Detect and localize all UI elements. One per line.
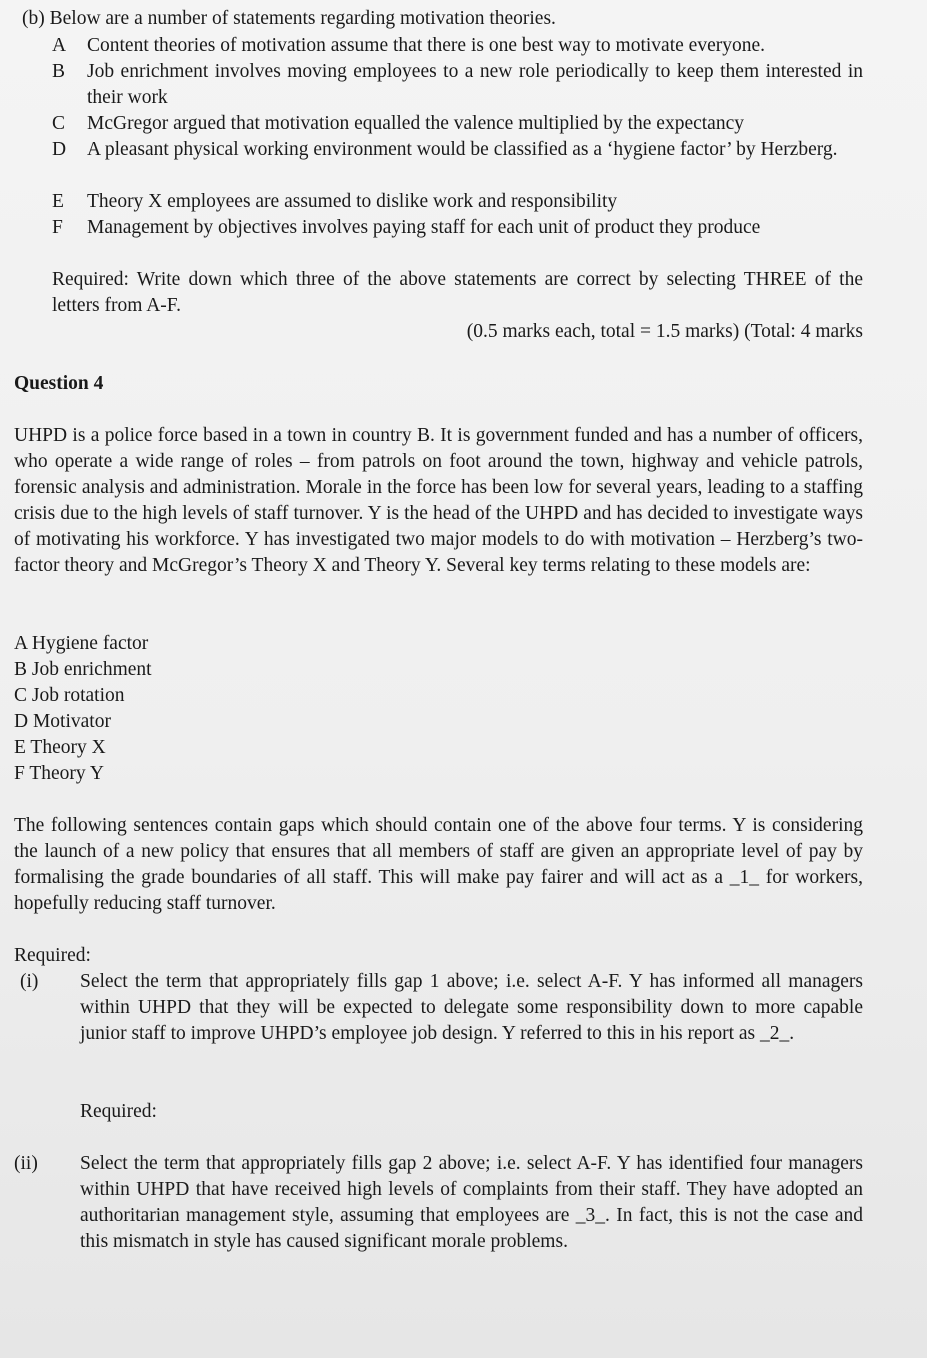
statement-text: A pleasant physical working environment would be classified as a ‘hygiene factor’ by Herzberg. [87, 139, 838, 160]
question-intro: UHPD is a police force based in a town in country B. It is government funded and has a number of officers, who operate a wide range of roles – from patrols on foot around the town, highway and vehicle patrols, forensic analysis and administration. Morale in the force has been low for several years, leading to a staffing crisis due to the high levels of staff turnover. Y is the head of the UHPD and has decided to investigate ways of motivating his workforce. Y has investigated two major models to do with motivation – Herzberg’s two-factor theory and McGregor’s Theory X and Theory Y. Several key terms relating to these models are: [14, 425, 863, 576]
part-i-text: Select the term that appropriately fills gap 1 above; i.e. select A-F. Y has informed all managers within UHPD that they will be expected to delegate some responsibility down to more capable junior staff to improve UHPD’s employee job design. Y referred to this in his report as _2_. [80, 971, 863, 1044]
statement-text: Theory X employees are assumed to dislike work and responsibility [87, 191, 618, 212]
statement-letter: D [52, 139, 67, 160]
term-item: C Job rotation [14, 685, 125, 706]
question-title-text: Question 4 [14, 373, 104, 394]
term-item: F Theory Y [14, 763, 104, 784]
term-item: B Job enrichment [14, 659, 152, 680]
gap-paragraph: The following sentences contain gaps which should contain one of the above four terms. Y is considering the launch of a new policy that ensures that all members of staff are given an appropriate level of pay by formalising the grade boundaries of all staff. This will make pay fairer and will act as a _1_ for workers, hopefully reducing staff turnover. [14, 815, 863, 914]
part-ii-text: Select the term that appropriately fills gap 2 above; i.e. select A-F. Y has identified four managers within UHPD that have received high levels of complaints from their staff. They have adopted an authoritarian management style, assuming that employees are _3_. In fact, this is not the case and this mismatch in style has caused significant morale problems. [80, 1153, 863, 1252]
statement-letter: A [52, 35, 67, 56]
term-item: E Theory X [14, 737, 106, 758]
part-b-heading: (b) Below are a number of statements regarding motivation theories. [22, 8, 556, 29]
statement-text: Job enrichment involves moving employees to a new role periodically to keep them interested in their work [87, 61, 863, 108]
part-b-required: Required: Write down which three of the above statements are correct by selecting THREE of the letters from A-F. [52, 269, 863, 316]
statement-letter: F [52, 217, 63, 238]
statement-letter: E [52, 191, 64, 212]
part-i-required: Required: [80, 1101, 157, 1122]
statement-letter: B [52, 61, 66, 82]
part-b-marks: (0.5 marks each, total = 1.5 marks) (Total: 4 marks [466, 321, 863, 342]
part-ii-number: (ii) [14, 1153, 38, 1174]
statement-letter: C [52, 113, 66, 134]
term-item: A Hygiene factor [14, 633, 149, 654]
statement-text: Management by objectives involves paying staff for each unit of product they produce [87, 217, 761, 238]
question-title [14, 371, 103, 397]
part-i-number: (i) [20, 971, 39, 992]
required-label: Required: [14, 945, 91, 966]
term-item: D Motivator [14, 711, 111, 732]
statement-text: Content theories of motivation assume that there is one best way to motivate everyone. [87, 35, 765, 56]
statement-text: McGregor argued that motivation equalled the valence multiplied by the expectancy [87, 113, 744, 134]
